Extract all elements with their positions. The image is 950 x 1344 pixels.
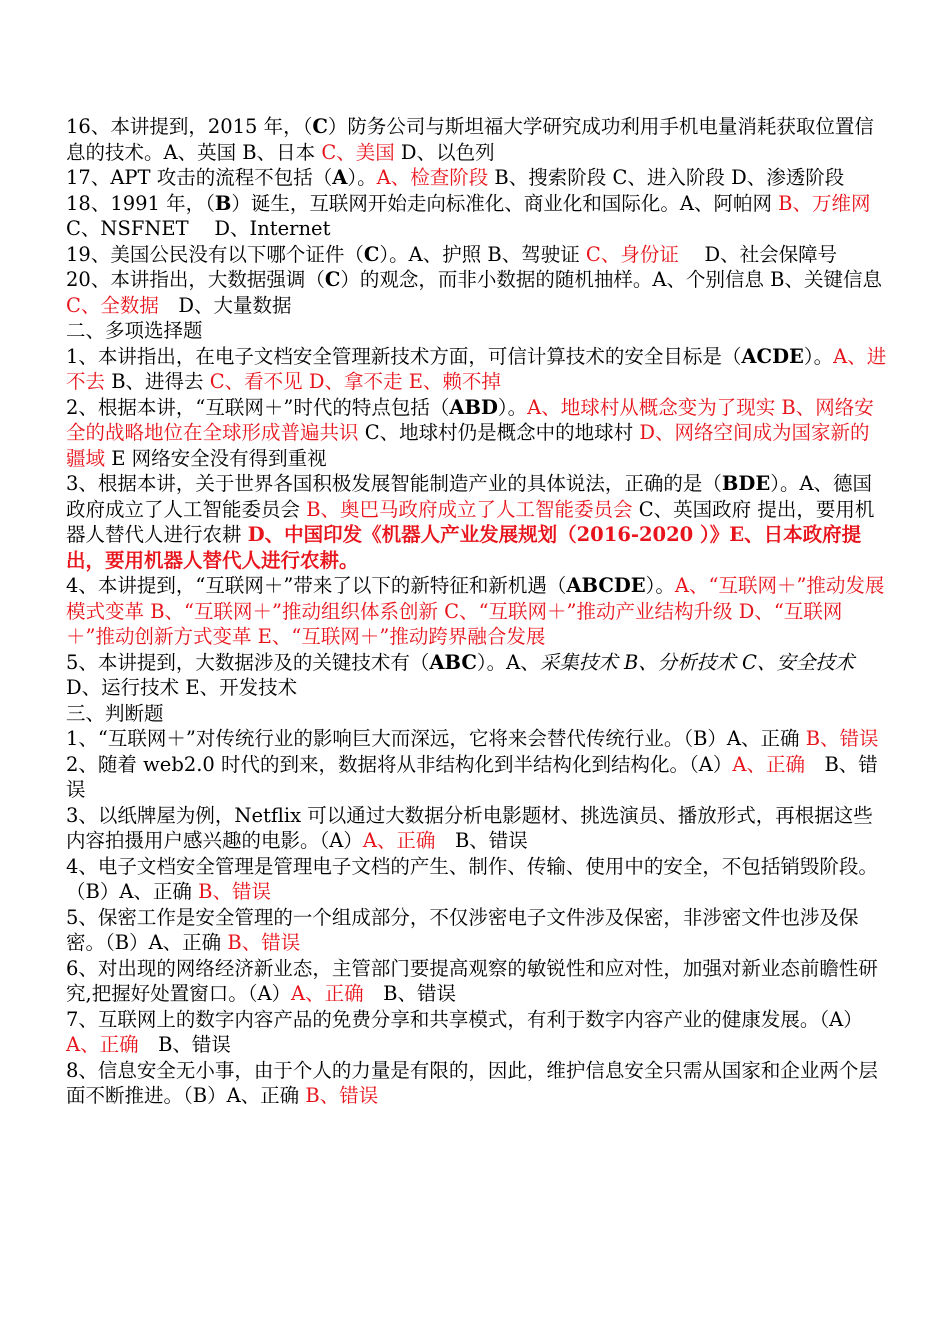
answer-text: A、进不去 bbox=[66, 344, 887, 393]
question-text: BDE bbox=[721, 472, 771, 495]
question-text: A bbox=[332, 166, 348, 189]
question-text: ）。 bbox=[347, 166, 377, 189]
question-text: 4、电子文档安全管理是管理电子文档的产生、制作、传输、使用中的安全，不包括销毁阶段。（B）A、正确 bbox=[66, 854, 878, 903]
question-text: 2、随着 web2.0 时代的到来，数据将从非结构化到半结构化到结构化。（A） bbox=[66, 752, 733, 776]
answer-text: A、正确 bbox=[362, 829, 436, 852]
question-text: 3、根据本讲，关于世界各国积极发展智能制造产业的具体说法，正确的是（ bbox=[66, 472, 722, 495]
section-heading bbox=[66, 318, 888, 344]
answer-text: B、错误 bbox=[305, 1084, 379, 1107]
answer-text: B、错误 bbox=[805, 727, 879, 750]
question-text: 17、APT 攻击的流程不包括（ bbox=[66, 166, 333, 189]
question-text: ）。A、德国政府成立了人工智能委员会 bbox=[66, 472, 873, 521]
question-paragraph bbox=[66, 650, 888, 701]
question-text: D、大量数据 bbox=[158, 293, 292, 317]
question-text: ABC bbox=[429, 650, 477, 674]
question-text: 4、本讲提到，“互联网＋”带来了以下的新特征和新机遇（ bbox=[66, 574, 567, 597]
answer-text: A、正确 bbox=[66, 1033, 139, 1056]
question-text: B、搜索阶段 C、进入阶段 D、渗透阶段 bbox=[488, 166, 845, 189]
question-text: B、错误 bbox=[138, 1033, 231, 1056]
question-paragraph bbox=[66, 165, 888, 191]
question-text: 5、保密工作是安全管理的一个组成部分，不仅涉密电子文件涉及保密，非涉密文件也涉及保密。（B）A、正确 bbox=[66, 905, 859, 954]
answer-text: C、全数据 bbox=[66, 293, 159, 317]
question-text: ）。A、 bbox=[476, 650, 540, 674]
question-text: 2、根据本讲，“互联网＋”时代的特点包括（ bbox=[66, 395, 450, 419]
question-text: C bbox=[312, 115, 328, 138]
question-text: C bbox=[324, 268, 341, 291]
question-text: ）。 bbox=[497, 395, 528, 419]
question-text: B、进得去 bbox=[105, 370, 210, 393]
question-text: D、运行技术 E、开发技术 bbox=[66, 676, 298, 699]
question-text: C bbox=[363, 242, 380, 266]
question-text: 3、以纸牌屋为例，Netflix 可以通过大数据分析电影题材、挑选演员、播放形式，再根据这些内容拍摄用户感兴趣的电影。（A） bbox=[66, 803, 873, 852]
answer-text: A、“互联网＋”推动发展模式变革 B、“互联网＋”推动组织体系创新 C、“互联网＋”推动产业结构升级 D、“互联网＋”推动创新方式变革 E、“互联网＋”推动跨界融合发展 bbox=[66, 574, 885, 648]
answer-text: A、正确 bbox=[291, 982, 364, 1005]
answer-text: B、错误 bbox=[198, 880, 271, 903]
answer-text: D、中国印发《机器人产业发展规划（2016-2020 ）》E、日本政府提出，要用机器人替代人进行农耕。 bbox=[66, 523, 862, 572]
question-text: ABCDE bbox=[566, 574, 646, 597]
question-text: 8、信息安全无小事，由于个人的力量是有限的，因此，维护信息安全只需从国家和企业两个层面不断推进。（B）A、正确 bbox=[66, 1058, 878, 1107]
answer-text: B、奥巴马政府成立了人工智能委员会 bbox=[306, 497, 633, 521]
question-text: C、英国政府 提出，要用机器人替代人进行农耕 bbox=[66, 497, 875, 546]
question-text: ）的观念，而非小数据的随机抽样。A、个别信息 B、关键信息 bbox=[340, 268, 902, 291]
question-text: C、地球村仍是概念中的地球村 bbox=[358, 421, 640, 444]
question-paragraph bbox=[66, 752, 888, 803]
question-paragraph bbox=[66, 854, 888, 905]
question-text: B bbox=[214, 191, 232, 215]
question-text: D、社会保障号 bbox=[678, 242, 838, 266]
question-paragraph bbox=[66, 905, 888, 956]
question-text: 6、对出现的网络经济新业态，主管部门要提高观察的敏锐性和应对性，加强对新业态前瞻性研究,把握好处置窗口。（A） bbox=[66, 956, 878, 1005]
question-text: ）。 bbox=[645, 574, 675, 597]
answer-text: B、万维网 bbox=[778, 191, 871, 215]
question-text: ）诞生，互联网开始走向标准化、商业化和国际化。A、阿帕网 bbox=[231, 191, 779, 215]
question-paragraph bbox=[66, 344, 888, 395]
answer-text: A、检查阶段 bbox=[376, 166, 489, 189]
question-paragraph bbox=[66, 471, 888, 573]
question-paragraph bbox=[66, 191, 888, 242]
question-text: 1、“互联网＋”对传统行业的影响巨大而深远，它将来会替代传统行业。（B）A、正确 bbox=[66, 727, 806, 750]
question-paragraph bbox=[66, 1007, 888, 1058]
document-page bbox=[66, 114, 902, 1109]
question-text: 三、判断题 bbox=[66, 701, 164, 725]
question-text: C、NSFNET D、Internet bbox=[66, 217, 331, 240]
question-text: 二、多项选择题 bbox=[66, 319, 203, 342]
question-text: 19、美国公民没有以下哪个证件（ bbox=[66, 242, 364, 266]
answer-text: A、正确 bbox=[732, 752, 805, 776]
question-paragraph bbox=[66, 395, 888, 472]
question-paragraph bbox=[66, 267, 902, 318]
question-text: ）防务公司与斯坦福大学研究成功利用手机电量消耗获取位置信息的技术。A、英国 B、日本 bbox=[66, 115, 874, 164]
question-paragraph bbox=[66, 114, 888, 165]
question-text: B、错误 bbox=[435, 829, 528, 852]
question-text: 7、互联网上的数字内容产品的免费分享和共享模式，有利于数字内容产业的健康发展。（A） bbox=[66, 1007, 863, 1031]
answer-text: C、身份证 bbox=[585, 242, 679, 266]
answer-text: C、看不见 D、拿不走 E、赖不掉 bbox=[209, 370, 501, 393]
question-paragraph bbox=[66, 242, 888, 268]
question-text: ACDE bbox=[741, 344, 804, 368]
question-paragraph bbox=[66, 726, 888, 752]
section-heading bbox=[66, 701, 888, 727]
question-text: ）。A、护照 B、驾驶证 bbox=[379, 242, 586, 266]
answer-text: A、地球村从概念变为了现实 B、网络安全的战略地位在全球形成普遍共识 bbox=[66, 395, 874, 444]
answer-text: D、网络空间成为国家新的疆域 bbox=[66, 421, 870, 470]
question-text: B、错误 bbox=[66, 752, 878, 801]
question-text: 采集技术 B、分析技术 C、安全技术 bbox=[539, 650, 855, 674]
question-paragraph bbox=[66, 803, 888, 854]
question-text: B、错误 bbox=[363, 982, 456, 1005]
question-text: ）。 bbox=[803, 344, 834, 368]
question-text: 5、本讲提到，大数据涉及的关键技术有（ bbox=[66, 650, 430, 674]
question-text: E 网络安全没有得到重视 bbox=[105, 446, 327, 470]
question-paragraph bbox=[66, 573, 888, 650]
question-text: 20、本讲指出，大数据强调（ bbox=[66, 268, 325, 291]
question-text: 1、本讲指出，在电子文档安全管理新技术方面，可信计算技术的安全目标是（ bbox=[66, 344, 742, 368]
question-text: 16、本讲提到，2015 年，（ bbox=[66, 115, 313, 138]
question-paragraph bbox=[66, 1058, 888, 1109]
question-text: 18、1991 年，（ bbox=[66, 191, 215, 215]
answer-text: C、美国 bbox=[321, 140, 395, 164]
question-text: D、以色列 bbox=[394, 140, 495, 164]
question-text: ABD bbox=[449, 395, 498, 419]
question-paragraph bbox=[66, 956, 888, 1007]
answer-text: B、错误 bbox=[227, 931, 301, 954]
